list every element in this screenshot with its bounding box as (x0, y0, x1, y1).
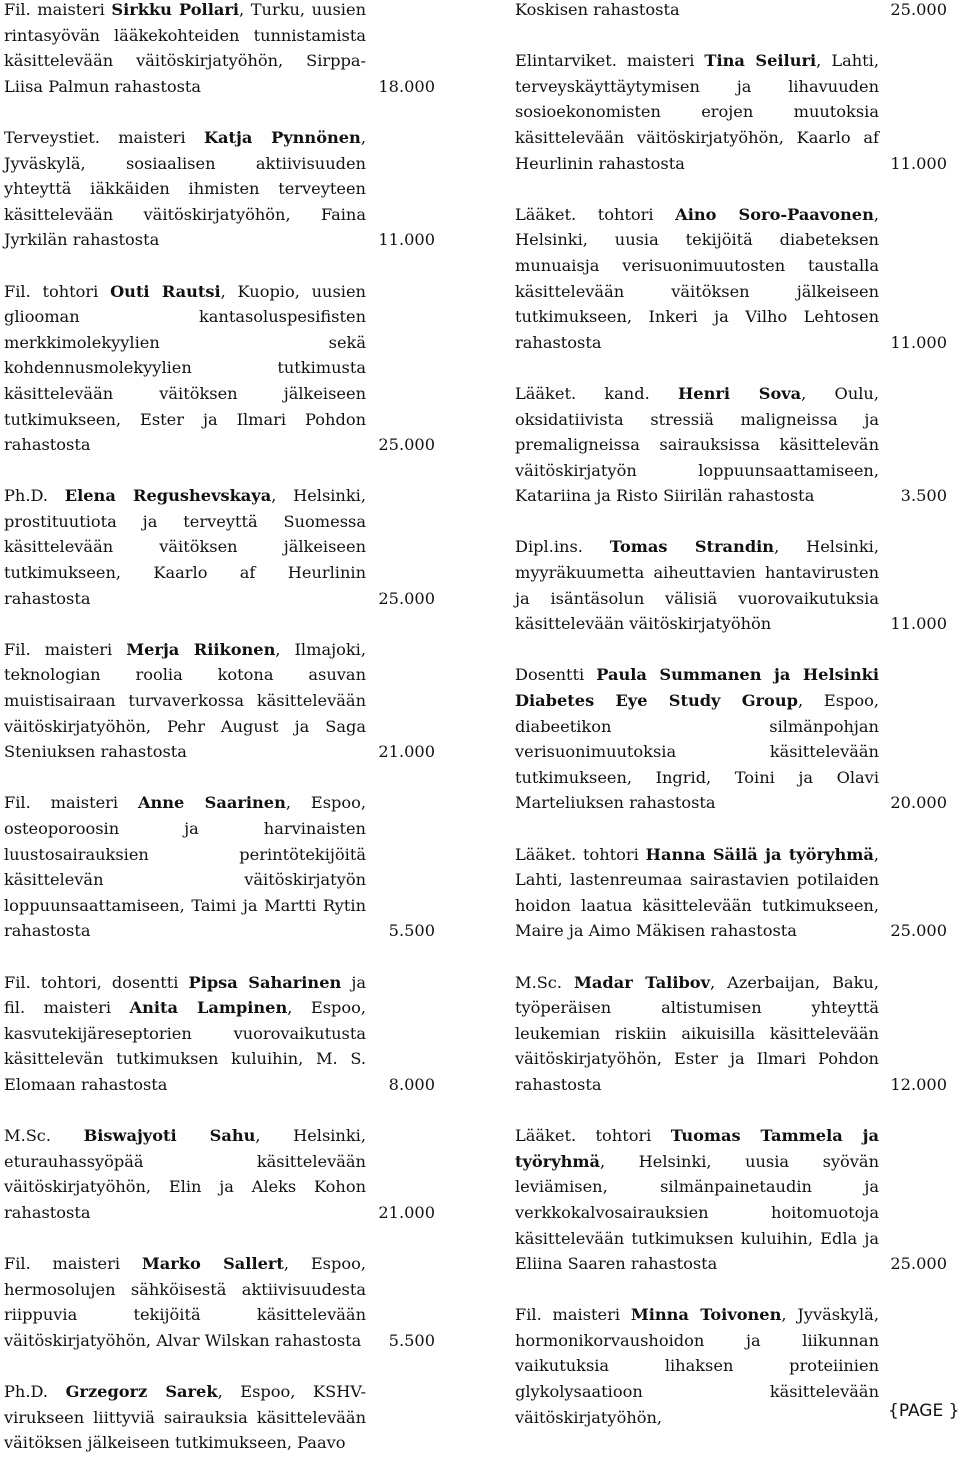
grant-amount: 25.000 (378, 435, 435, 455)
recipient-name: Tina Seiluri (704, 51, 817, 71)
grant-amount: 25.000 (890, 921, 947, 941)
grant-amount: 25.000 (378, 588, 435, 608)
recipient-name: Elena Regushevskaya (64, 486, 272, 506)
grant-amount: 8.000 (388, 1074, 435, 1094)
grant-amount: 21.000 (378, 1202, 435, 1222)
grant-entry: Terveystiet. maisteri Katja Pynnönen, Jyväskylä, sosiaalisen aktiivisuuden yhteyttä iäkkäiden ihmisten terveyteen käsittelevään väitöskirjatyöhön, Faina Jyrkilän rahastosta 11.000 (4, 125, 435, 253)
recipient-name: Anita Lampinen (129, 998, 288, 1018)
grant-amount: 11.000 (378, 230, 435, 250)
grant-entry: Fil. tohtori, dosentti Pipsa Saharinen ja fil. maisteri Anita Lampinen, Espoo, kasvutekijäreseptorien vuorovaikutusta käsittelevän tutkimuksen kuluihin, M. S. Elomaan rahastosta 8.000 (4, 970, 435, 1098)
grant-amount: 5.500 (388, 921, 435, 941)
grant-amount: 5.500 (388, 1330, 435, 1350)
grant-amount: 25.000 (890, 1254, 947, 1274)
recipient-name: Pipsa Saharinen (188, 972, 342, 992)
grant-entry: Fil. maisteri Minna Toivonen, Jyväskylä, hormonikorvaushoidon ja liikunnan vaikutuksia lihaksen proteiinien glykolysaatioon käsittelevään väitöskirjatyöhön, (515, 1305, 879, 1427)
grant-amount: 21.000 (378, 742, 435, 762)
recipient-name: Tomas Strandin (609, 537, 775, 557)
recipient-name: Merja Riikonen (126, 639, 276, 659)
grant-entry: M.Sc. Biswajyoti Sahu, Helsinki, eturauhassyöpää käsittelevään väitöskirjatyöhön, Elin ja Aleks Kohon rahastosta 21.000 (4, 1123, 435, 1225)
grant-amount: 12.000 (890, 1074, 947, 1094)
recipient-name: Tuomas Tammela ja työryhmä (515, 1126, 879, 1171)
grant-entry: Dosentti Paula Summanen ja Helsinki Diabetes Eye Study Group, Espoo, diabeetikon silmänpohjan verisuonimuutoksia käsittelevään tutkimukseen, Ingrid, Toini ja Olavi Marteliuksen rahastosta 20.000 (515, 662, 947, 816)
grant-amount: 11.000 (890, 153, 947, 173)
grant-amount: 20.000 (890, 793, 947, 813)
right-column (515, 0, 947, 1456)
grant-entry: M.Sc. Madar Talibov, Azerbaijan, Baku, työperäisen altistumisen yhteyttä leukemian riskiin aikuisilla käsittelevään väitöskirjatyöhön, Ester ja Ilmari Pohdon rahastosta 12.000 (515, 970, 947, 1098)
recipient-name: Aino Soro-Paavonen (675, 204, 874, 224)
grant-amount: 11.000 (890, 614, 947, 634)
grant-entry: Lääket. tohtori Aino Soro-Paavonen, Helsinki, uusia tekijöitä diabeteksen munuaisja verisuonimuutosten taustalla käsittelevään väitöksen jälkeiseen tutkimukseen, Inkeri ja Vilho Lehtosen rahastosta 11.000 (515, 202, 947, 356)
grant-entry: Ph.D. Grzegorz Sarek, Espoo, KSHV-virukseen liittyviä sairauksia käsittelevään väitöksen jälkeiseen tutkimukseen, Paavo (4, 1382, 366, 1453)
recipient-name: Henri Sova (677, 383, 802, 403)
grant-entry: Lääket. kand. Henri Sova, Oulu, oksidatiivista stressiä maligneissa ja premaligneissa sairauksissa käsittelevän väitöskirjatyön loppuunsaattamiseen, Katariina ja Risto Siirilän rahastosta 3.500 (515, 381, 947, 509)
grant-entry: Ph.D. Elena Regushevskaya, Helsinki, prostituutiota ja terveyttä Suomessa käsittelevään väitöksen jälkeiseen tutkimukseen, Kaarlo af Heurlinin rahastosta 25.000 (4, 483, 435, 611)
recipient-name: Katja Pynnönen (203, 127, 361, 147)
recipient-name: Anne Saarinen (137, 793, 286, 813)
grant-amount: 11.000 (890, 332, 947, 352)
recipient-name: Paula Summanen ja Helsinki Diabetes Eye Study Group (515, 665, 879, 711)
recipient-name: Minna Toivonen (630, 1305, 782, 1325)
grant-entry: Fil. maisteri Sirkku Pollari, Turku, uusien rintasyövän lääkekohteiden tunnistamista käsittelevään väitöskirjatyöhön, Sirppa-Liisa Palmun rahastosta 18.000 (4, 0, 435, 99)
grant-entry: Fil. tohtori Outi Rautsi, Kuopio, uusien gliooman kantasoluspesifisten merkkimolekyylien sekä kohdennusmolekyylien tutkimusta käsittelevään väitöksen jälkeiseen tutkimukseen, Ester ja Ilmari Pohdon rahastosta 25.000 (4, 279, 435, 458)
grant-entry: Lääket. tohtori Tuomas Tammela ja työryhmä, Helsinki, uusia syövän leviämisen, silmänpainetaudin ja verkkokalvosairauksien hoitomuotoja käsittelevään tutkimuksen kuluihin, Edla ja Eliina Saaren rahastosta 25.000 (515, 1123, 947, 1277)
grant-entry: Koskisen rahastosta 25.000 (515, 0, 947, 23)
grant-entry: Fil. maisteri Marko Sallert, Espoo, hermosolujen sähköisestä aktiivisuudesta riippuvia tekijöitä käsittelevään väitöskirjatyöhön, Alvar Wilskan rahastosta 5.500 (4, 1251, 435, 1353)
recipient-name: Marko Sallert (141, 1254, 284, 1274)
left-column (4, 0, 435, 1481)
recipient-name: Madar Talibov (574, 972, 711, 992)
recipient-name: Outi Rautsi (110, 281, 221, 301)
recipient-name: Biswajyoti Sahu (83, 1126, 256, 1146)
grant-entry: Elintarviket. maisteri Tina Seiluri, Lahti, terveyskäyttäytymisen ja lihavuuden sosioekonomisten erojen muutoksia käsittelevään väitöskirjatyöhön, Kaarlo af Heurlinin rahastosta 11.000 (515, 48, 947, 176)
recipient-name: Grzegorz Sarek (65, 1382, 218, 1402)
grant-entry: Fil. maisteri Merja Riikonen, Ilmajoki, teknologian roolia kotona asuvan muistisairaan turvaverkossa käsittelevään väitöskirjatyöhön, Pehr August ja Saga Steniuksen rahastosta 21.000 (4, 637, 435, 765)
page-number-field: {PAGE } (888, 1401, 960, 1421)
grant-entry: Fil. maisteri Anne Saarinen, Espoo, osteoporoosin ja harvinaisten luustosairauksien perintötekijöitä käsittelevän väitöskirjatyön loppuunsaattamiseen, Taimi ja Martti Rytin rahastosta 5.500 (4, 790, 435, 944)
recipient-name: Sirkku Pollari (111, 0, 240, 19)
grant-entry: Dipl.ins. Tomas Strandin, Helsinki, myyräkuumetta aiheuttavien hantavirusten ja isäntäsolun välisiä vuorovaikutuksia käsittelevään väitöskirjatyöhön 11.000 (515, 534, 947, 636)
grant-amount: 25.000 (890, 0, 947, 19)
grant-amount: 3.500 (900, 486, 947, 506)
grant-amount: 18.000 (378, 76, 435, 96)
recipient-name: Hanna Säilä ja työryhmä (645, 844, 874, 864)
grant-entry: Lääket. tohtori Hanna Säilä ja työryhmä, Lahti, lastenreumaa sairastavien potilaiden hoidon laatua käsittelevään tutkimukseen, Maire ja Aimo Mäkisen rahastosta 25.000 (515, 842, 947, 944)
